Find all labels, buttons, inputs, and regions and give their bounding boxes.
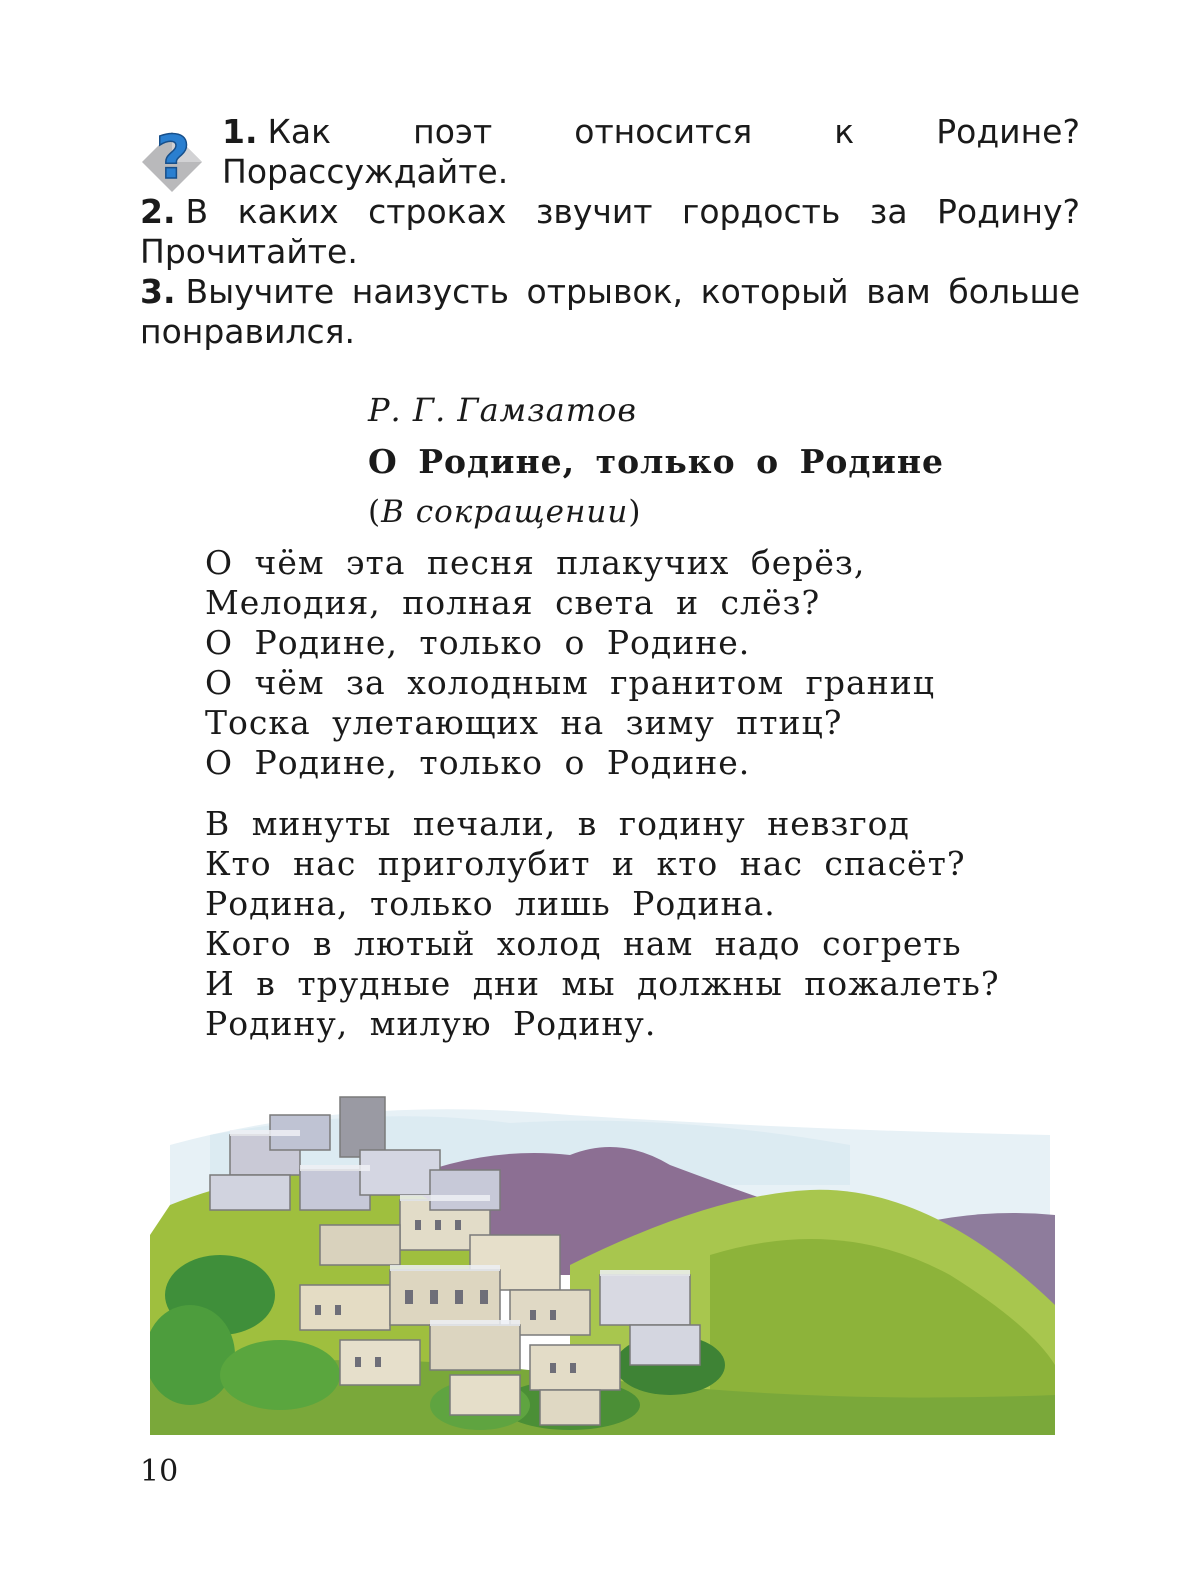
question-1-text: Как поэт относится к Родине? Порассуждайте. (222, 112, 1080, 191)
question-3 (140, 272, 1080, 352)
question-2-number: 2. (140, 192, 176, 231)
poem-title: О Родине, только о Родине (368, 442, 945, 481)
poem-line: Мелодия, полная света и слёз? (205, 583, 821, 622)
poem-note-open: ( (368, 494, 382, 530)
poem-note-close: ) (628, 494, 642, 530)
poem-line: О чём эта песня плакучих берёз, (205, 543, 866, 582)
poem-line: О Родине, только о Родине. (205, 743, 751, 782)
question-2-text: В каких строках звучит гордость за Родину? Прочитайте. (140, 192, 1080, 271)
questions-block (140, 112, 1080, 352)
page-number: 10 (140, 1454, 179, 1489)
poem-line: О чём за холодным гранитом границ (205, 663, 935, 702)
question-1 (140, 112, 1080, 192)
poem-line: Тоска улетающих на зиму птиц? (205, 703, 843, 742)
svg-text:?: ? (155, 123, 191, 193)
poem-stanza-2 (205, 804, 1000, 1044)
question-3-text: Выучите наизусть отрывок, который вам больше понравился. (140, 272, 1080, 351)
question-1-number: 1. (222, 112, 258, 151)
poem-note-text: В сокращении (381, 494, 629, 530)
poem-line: Кто нас приголубит и кто нас спасёт? (205, 844, 966, 883)
poem-line: И в трудные дни мы должны пожалеть? (205, 964, 1000, 1003)
question-3-number: 3. (140, 272, 176, 311)
poem-author: Р. Г. Гамзатов (368, 391, 637, 429)
question-2 (140, 192, 1080, 272)
poem-line: Кого в лютый холод нам надо согреть (205, 924, 962, 963)
poem-note (368, 490, 641, 534)
poem-stanza-1 (205, 543, 935, 783)
poem-line: Родина, только лишь Родина. (205, 884, 776, 923)
poem-line: О Родине, только о Родине. (205, 623, 751, 662)
mountain-village-illustration (150, 1075, 1070, 1435)
poem-line: В минуты печали, в годину невзгод (205, 804, 910, 843)
question-mark-diamond-icon (140, 118, 204, 194)
poem-line: Родину, милую Родину. (205, 1004, 657, 1043)
